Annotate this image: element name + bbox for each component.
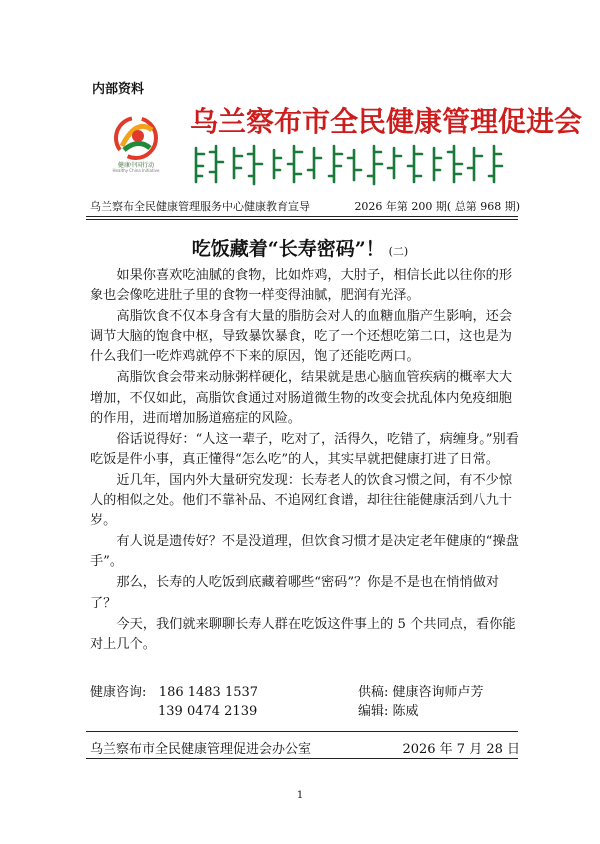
paragraph: 有人说是遗传好？不是没道理，但饮食习惯才是决定老年健康的“操盘手”。 xyxy=(90,534,519,570)
phone-number-2: 139 0474 2139 xyxy=(158,704,258,719)
paragraph: 如果你喜欢吃油腻的食物，比如炸鸡，大肘子，相信长此以往你的形象也会像吃进肚子里的食物一样变得油腻，肥润有光泽。 xyxy=(90,268,513,304)
page-number: 1 xyxy=(296,790,304,801)
mongolian-script-banner xyxy=(190,140,510,190)
paragraph: 今天，我们就来聊聊长寿人群在吃饭这件事上的 5 个共同点，看你能对上几个。 xyxy=(90,616,516,652)
footer-divider xyxy=(86,731,518,732)
paragraph: 近几年，国内外大量研究发现：长寿老人的饮食习惯之间，有不少惊人的相似之处。他们不靠补品、不追网红食谱，却往往能健康活到八九十岁。 xyxy=(90,472,513,529)
paragraph: 那么，长寿的人吃饭到底藏着哪些“密码”？你是不是也在悄悄做对了？ xyxy=(90,575,500,611)
article-title-part: (二) xyxy=(388,245,409,258)
footer-divider-bottom xyxy=(86,758,518,759)
publisher-name: 乌兰察布全民健康管理服务中心健康教育宣导 xyxy=(90,200,310,213)
article-title xyxy=(0,234,600,261)
issue-number: 2026 年第 200 期( 总第 968 期) xyxy=(354,200,520,213)
internal-material-label: 内部资料 xyxy=(92,82,145,97)
paragraph: 高脂饮食不仅本身含有大量的脂肪会对人的血糖血脂产生影响，还会调节大脑的饱食中枢，导致暴饮暴食，吃了一个还想吃第二口，这也是为什么我们一吃炸鸡就停不下来的原因，饱了还能吃两口。 xyxy=(90,309,513,365)
header-divider xyxy=(86,216,518,217)
article-title-main: 吃饭藏着“长寿密码”！ xyxy=(191,238,385,260)
issue-info-line xyxy=(90,198,520,214)
article-body xyxy=(90,266,520,656)
phone-number-1: 186 1483 1537 xyxy=(158,685,259,700)
org-title: 乌兰察布市全民健康管理促进会 xyxy=(190,105,583,138)
office-name: 乌兰察布市全民健康管理促进会办公室 xyxy=(90,742,312,757)
editor: 编辑: 陈威 xyxy=(358,704,419,719)
issue-date: 2026 年 7 月 28 日 xyxy=(402,742,520,757)
contact-label: 健康咨询: xyxy=(90,685,147,700)
header-divider-thin xyxy=(86,219,518,220)
footer-line xyxy=(90,738,520,757)
paragraph: 俗话说得好：“人这一辈子，吃对了，活得久，吃错了，病缠身。”别看吃饭是件小事，真正懂得“怎么吃”的人，其实早就把健康打进了日常。 xyxy=(90,431,519,467)
logo-subtext: Healthy China Initiative xyxy=(112,168,160,173)
paragraph: 高脂饮食会带来动脉粥样硬化，结果就是患心脑血管疾病的概率大大增加，不仅如此，高脂饮食通过对肠道微生物的改变会扰乱体内免疫细胞的作用，进而增加肠道癌症的风险。 xyxy=(90,370,513,426)
logo-text: 健康中国行动 xyxy=(117,162,154,169)
contributor: 供稿: 健康咨询师卢芳 xyxy=(358,685,484,700)
